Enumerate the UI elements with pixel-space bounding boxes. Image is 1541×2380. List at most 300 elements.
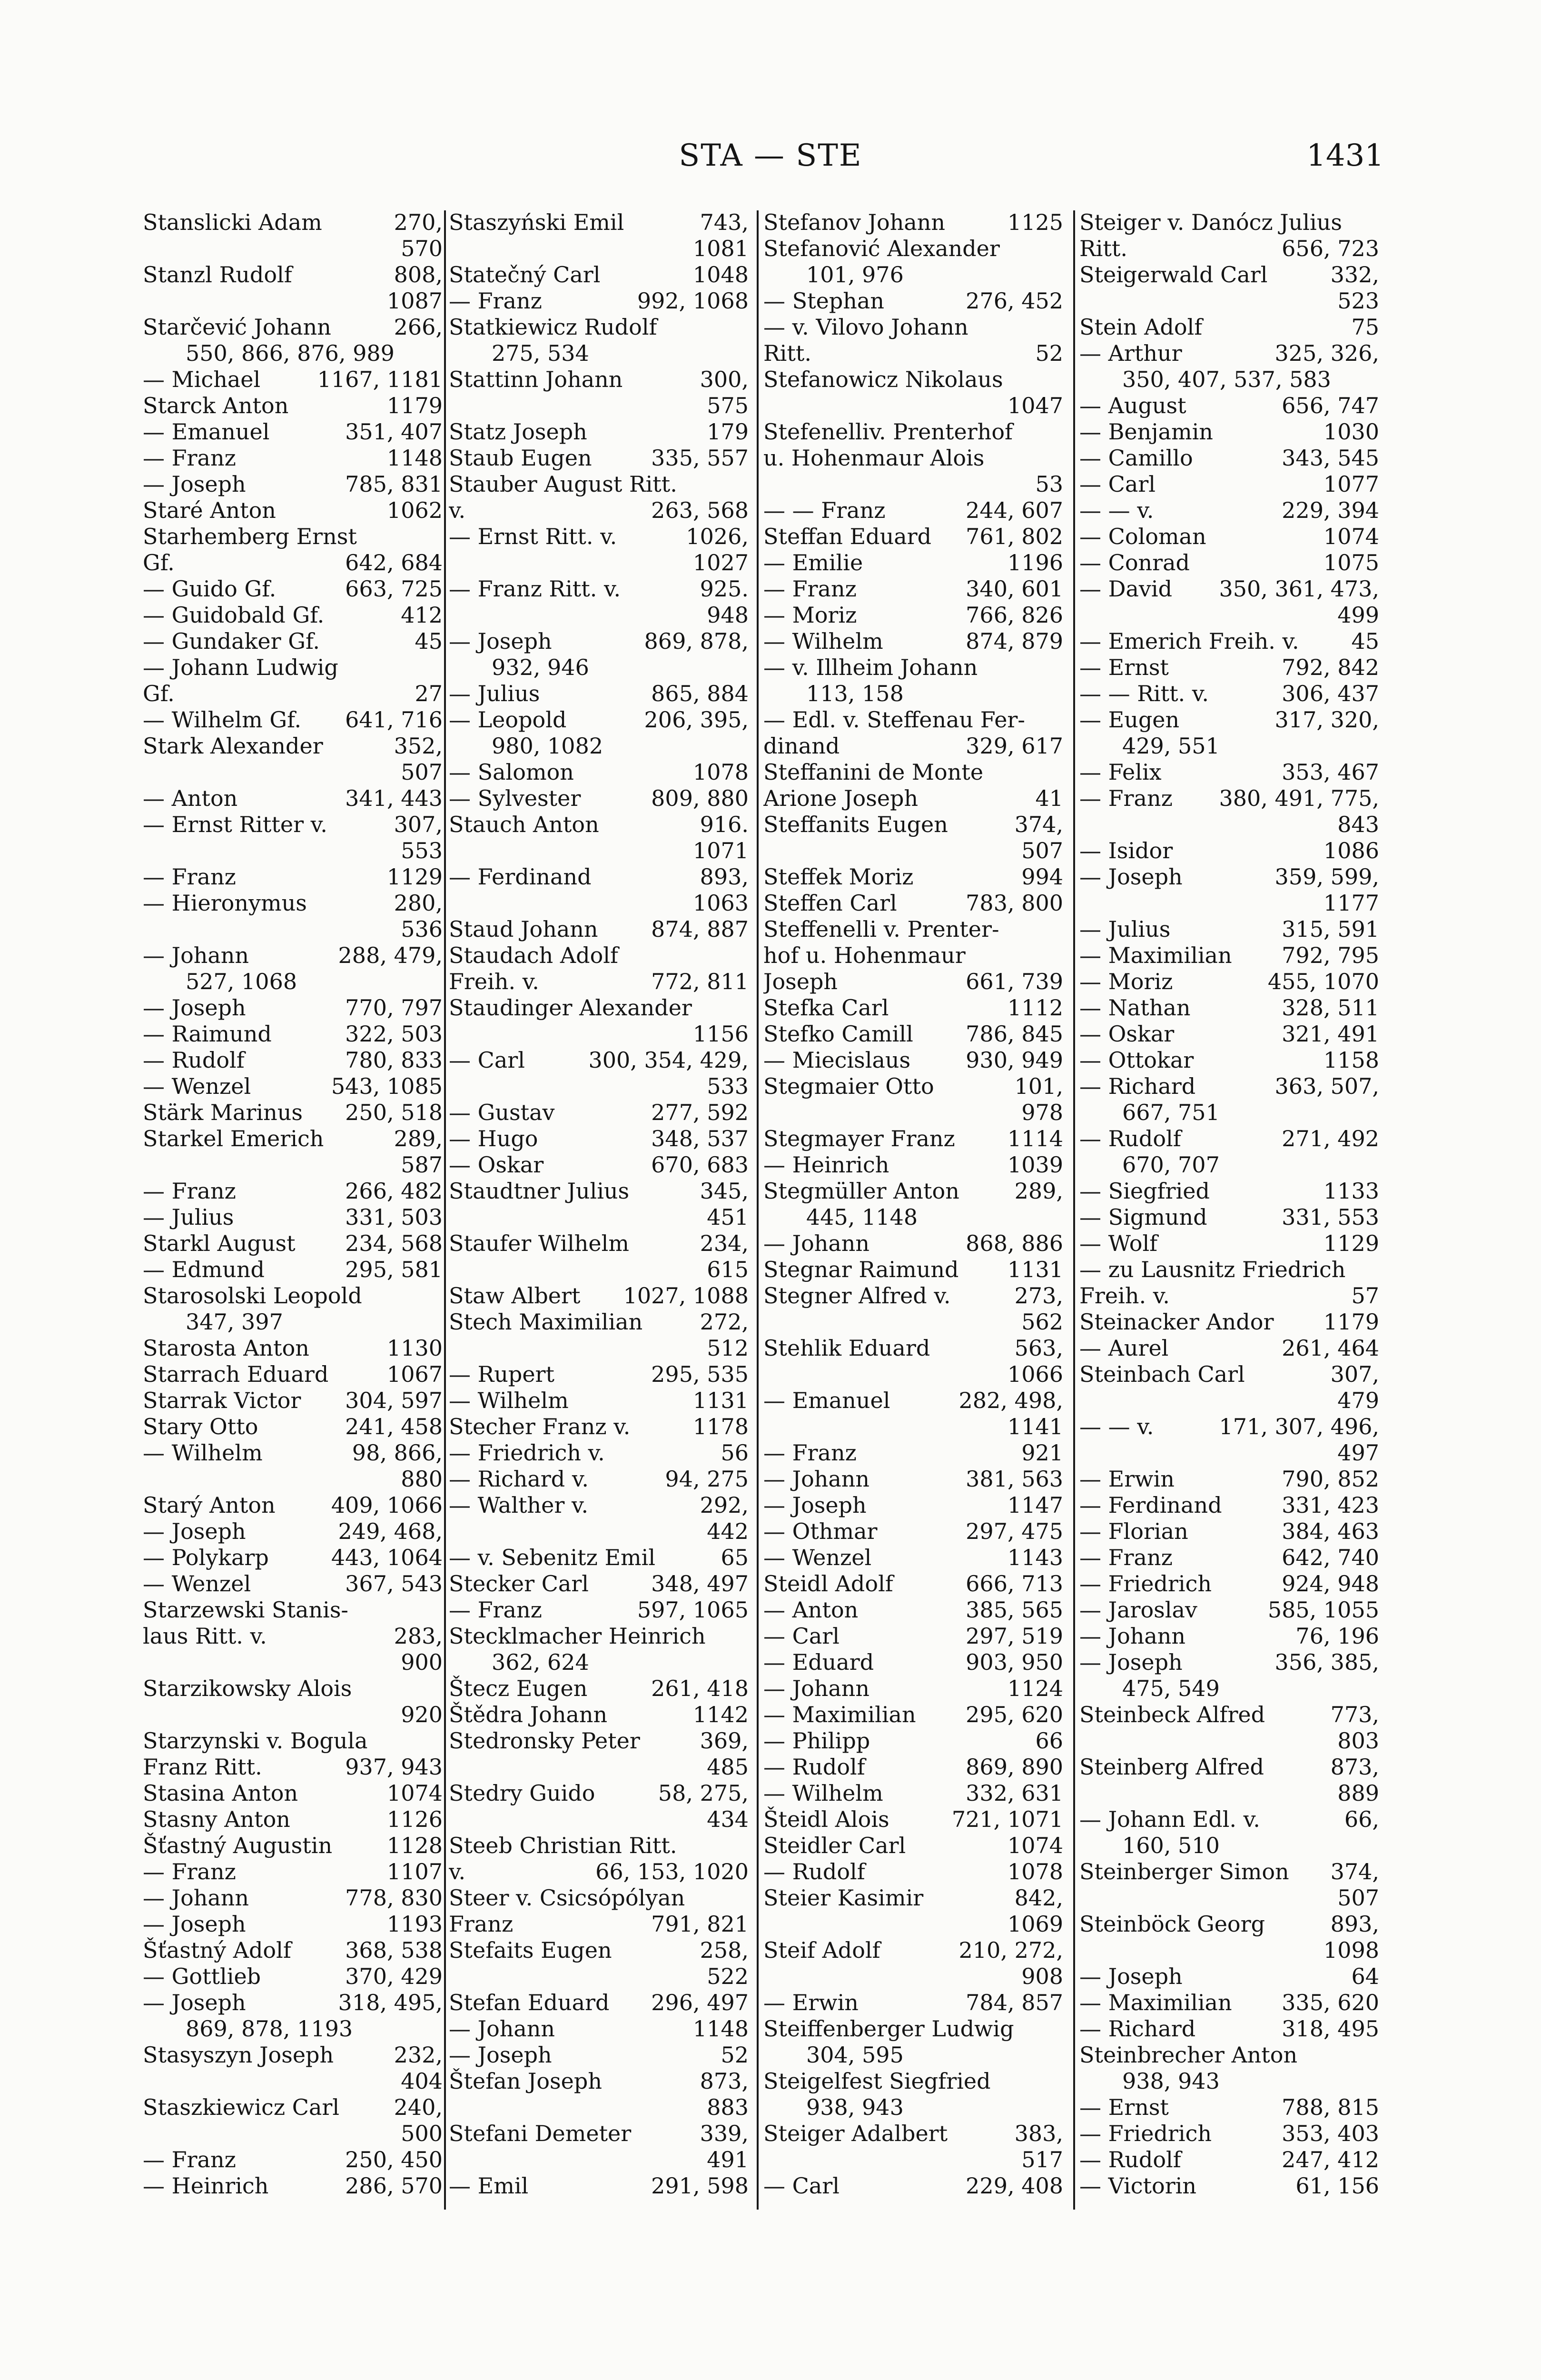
entry-pages: 76, 196 xyxy=(1295,1623,1379,1649)
index-entry xyxy=(1079,654,1379,681)
entry-pages: 597, 1065 xyxy=(637,1597,749,1623)
entry-pages: 307, xyxy=(394,812,443,837)
index-entry: 362, 624 xyxy=(492,1649,589,1675)
entry-pages: 332, 631 xyxy=(966,1780,1063,1806)
entry-name: Starosta Anton xyxy=(143,1335,309,1361)
entry-name: Šťastný Adolf xyxy=(143,1937,291,1963)
index-entry: 587 xyxy=(401,1152,443,1178)
entry-pages: 786, 845 xyxy=(966,1021,1063,1047)
index-entry: u. Hohenmaur Alois xyxy=(763,445,985,471)
index-entry xyxy=(449,1388,749,1414)
entry-pages: 585, 1055 xyxy=(1267,1597,1379,1623)
index-entry xyxy=(143,550,443,576)
entry-name: — Michael xyxy=(143,367,261,392)
index-entry: 938, 943 xyxy=(1122,2068,1220,2094)
index-entry: 527, 1068 xyxy=(186,969,297,994)
index-entry xyxy=(143,1388,443,1414)
entry-name: Steffek Moriz xyxy=(763,864,914,890)
entry-pages: 317, 320, xyxy=(1274,707,1379,733)
entry-name: Steidl Adolf xyxy=(763,1571,893,1597)
entry-name: Stecher Franz v. xyxy=(449,1414,631,1439)
entry-name: — Joseph xyxy=(449,2042,552,2068)
index-entry xyxy=(1079,1126,1379,1152)
entry-name: Steffanits Eugen xyxy=(763,812,948,837)
index-entry xyxy=(143,2147,443,2173)
entry-name: — Gustav xyxy=(449,1100,555,1125)
entry-pages: 778, 830 xyxy=(345,1885,443,1911)
index-entry xyxy=(1079,2173,1379,2199)
entry-pages: 240, xyxy=(394,2094,443,2120)
entry-name: — Emanuel xyxy=(763,1388,890,1413)
column-rule xyxy=(1073,210,1075,2210)
entry-pages: 45 xyxy=(415,628,443,654)
index-entry xyxy=(143,209,443,236)
entry-name: — Emilie xyxy=(763,550,863,575)
index-entry xyxy=(449,2173,749,2199)
index-entry: 507 xyxy=(401,759,443,785)
index-entry xyxy=(449,1466,749,1492)
index-entry: 1141 xyxy=(1007,1414,1063,1439)
index-entry xyxy=(449,524,749,550)
entry-name: — Ernst xyxy=(1079,2094,1169,2120)
entry-pages: 295, 620 xyxy=(966,1702,1063,1727)
entry-name: Staszkiewicz Carl xyxy=(143,2094,340,2120)
entry-pages: 363, 507, xyxy=(1274,1073,1379,1099)
entry-pages: 543, 1085 xyxy=(331,1073,443,1099)
index-entry xyxy=(763,1230,1063,1257)
index-entry xyxy=(1079,681,1379,707)
index-entry xyxy=(1079,1178,1379,1204)
index-entry xyxy=(449,1230,749,1257)
entry-pages: 343, 545 xyxy=(1282,445,1379,471)
index-entry xyxy=(763,340,1063,367)
entry-name: — Richard v. xyxy=(449,1466,589,1492)
index-entry xyxy=(143,890,443,916)
index-entry xyxy=(763,1152,1063,1178)
index-entry xyxy=(1079,314,1379,340)
index-entry: 869, 878, 1193 xyxy=(186,2016,353,2042)
entry-name: Stark Alexander xyxy=(143,733,323,759)
index-entry xyxy=(143,1178,443,1204)
entry-pages: 289, xyxy=(1014,1178,1063,1204)
entry-name: — Johann xyxy=(763,1466,870,1492)
index-entry xyxy=(1079,1806,1379,1833)
index-entry: Stefenelliv. Prenterhof xyxy=(763,419,1013,445)
entry-name: — Franz xyxy=(763,576,857,602)
entry-name: — Johann xyxy=(143,942,249,968)
index-entry xyxy=(1079,1649,1379,1676)
index-entry xyxy=(1079,1492,1379,1518)
entry-pages: 1048 xyxy=(692,262,749,288)
index-entry xyxy=(1079,2147,1379,2173)
column-2 xyxy=(449,209,749,2199)
entry-name: — Gottlieb xyxy=(143,1964,261,1989)
entry-pages: 1179 xyxy=(386,393,443,418)
index-entry: — zu Lausnitz Friedrich xyxy=(1079,1257,1346,1282)
index-entry: 900 xyxy=(401,1649,443,1675)
entry-pages: 350, 361, 473, xyxy=(1219,576,1379,602)
entry-name: Stasyszyn Joseph xyxy=(143,2042,334,2068)
entry-pages: 241, 458 xyxy=(345,1414,443,1439)
index-entry xyxy=(763,1833,1063,1859)
entry-name: — Joseph xyxy=(143,471,246,497)
entry-name: — — v. xyxy=(1079,1414,1154,1439)
entry-pages: 409, 1066 xyxy=(331,1492,443,1518)
index-entry xyxy=(143,471,443,497)
entry-pages: 383, xyxy=(1014,2121,1063,2146)
entry-pages: 289, xyxy=(394,1126,443,1151)
index-entry xyxy=(1079,707,1379,733)
entry-name: — Nathan xyxy=(1079,995,1191,1021)
entry-pages: 353, 467 xyxy=(1282,759,1379,785)
index-entry: Steffanini de Monte xyxy=(763,759,984,785)
entry-pages: 345, xyxy=(700,1178,749,1204)
entry-name: Stasina Anton xyxy=(143,1780,298,1806)
entry-name: — Victorin xyxy=(1079,2173,1197,2199)
entry-pages: 1077 xyxy=(1323,471,1379,497)
index-entry xyxy=(449,262,749,288)
entry-name: — Rudolf xyxy=(1079,1126,1181,1151)
index-entry: 451 xyxy=(707,1204,749,1230)
entry-name: — Philipp xyxy=(763,1728,870,1754)
index-entry xyxy=(1079,1911,1379,1937)
entry-pages: 249, 468, xyxy=(338,1518,443,1544)
index-entry: — v. Illheim Johann xyxy=(763,654,978,680)
entry-pages: 656, 723 xyxy=(1282,236,1379,261)
entry-pages: 930, 949 xyxy=(966,1047,1063,1073)
index-entry: Steiger v. Danócz Julius xyxy=(1079,209,1342,235)
entry-pages: 332, xyxy=(1330,262,1379,288)
entry-name: — Johann xyxy=(449,2016,555,2042)
entry-pages: 1074 xyxy=(386,1780,443,1806)
entry-name: — Anton xyxy=(143,785,238,811)
entry-pages: 1030 xyxy=(1323,419,1379,445)
entry-name: — Heinrich xyxy=(143,2173,269,2199)
index-entry xyxy=(143,1859,443,1885)
index-entry xyxy=(143,2042,443,2068)
entry-name: Statečný Carl xyxy=(449,262,601,288)
index-entry: 1081 xyxy=(692,236,749,261)
entry-pages: 52 xyxy=(1035,340,1063,366)
index-entry xyxy=(763,628,1063,654)
entry-pages: 916. xyxy=(700,812,749,837)
index-entry xyxy=(1079,445,1379,471)
entry-pages: 340, 601 xyxy=(966,576,1063,602)
entry-pages: 455, 1070 xyxy=(1267,969,1379,994)
index-entry xyxy=(143,445,443,471)
entry-name: — Johann xyxy=(143,1885,249,1911)
index-entry xyxy=(1079,1859,1379,1885)
entry-name: — Eugen xyxy=(1079,707,1180,733)
entry-pages: 663, 725 xyxy=(345,576,443,602)
entry-name: — Franz xyxy=(143,2147,236,2172)
entry-pages: 994 xyxy=(1021,864,1063,890)
index-entry: 908 xyxy=(1021,1964,1063,1989)
entry-pages: 356, 385, xyxy=(1274,1649,1379,1675)
entry-pages: 874, 887 xyxy=(651,916,749,942)
entry-name: — Miecislaus xyxy=(763,1047,911,1073)
index-entry xyxy=(1079,1702,1379,1728)
entry-pages: 331, 423 xyxy=(1282,1492,1379,1518)
entry-name: — Wolf xyxy=(1079,1230,1158,1256)
entry-name: — Anton xyxy=(763,1597,859,1623)
entry-name: Stefko Camill xyxy=(763,1021,913,1047)
index-entry: 491 xyxy=(707,2147,749,2172)
entry-pages: 280, xyxy=(394,890,443,916)
column-4 xyxy=(1079,209,1379,2199)
entry-name: — Ferdinand xyxy=(449,864,592,890)
entry-pages: 788, 815 xyxy=(1282,2094,1379,2120)
entry-name: Joseph xyxy=(763,969,838,994)
entry-name: Steier Kasimir xyxy=(763,1885,924,1911)
entry-name: Ritt. xyxy=(1079,236,1127,261)
entry-pages: 288, 479, xyxy=(338,942,443,968)
entry-name: — Maximilian xyxy=(1079,1990,1232,2015)
entry-name: Stauch Anton xyxy=(449,812,599,837)
entry-name: Stanslicki Adam xyxy=(143,209,322,235)
index-entry xyxy=(143,1257,443,1283)
entry-name: — Polykarp xyxy=(143,1545,269,1570)
entry-pages: 893, xyxy=(1330,1911,1379,1937)
index-entry xyxy=(143,1937,443,1964)
index-entry: Stecklmacher Heinrich xyxy=(449,1623,706,1649)
index-entry: 948 xyxy=(707,602,749,628)
entry-pages: 1167, 1181 xyxy=(317,367,443,392)
entry-name: Starrach Eduard xyxy=(143,1361,329,1387)
index-entry xyxy=(1079,393,1379,419)
entry-name: — Rudolf xyxy=(763,1754,865,1780)
entry-pages: 641, 716 xyxy=(345,707,443,733)
entry-name: Stary Otto xyxy=(143,1414,258,1439)
index-entry: 562 xyxy=(1021,1309,1063,1335)
index-entry xyxy=(763,1257,1063,1283)
entry-name: — Ferdinand xyxy=(1079,1492,1222,1518)
index-entry: 803 xyxy=(1337,1728,1379,1754)
entry-name: — Friedrich v. xyxy=(449,1440,605,1466)
index-entry: 553 xyxy=(401,838,443,863)
entry-name: — Guidobald Gf. xyxy=(143,602,325,628)
entry-name: Stedronsky Peter xyxy=(449,1728,640,1754)
entry-name: Štědra Johann xyxy=(449,1702,608,1727)
entry-name: Gf. xyxy=(143,681,175,706)
index-entry xyxy=(449,707,749,733)
entry-pages: 368, 538 xyxy=(345,1937,443,1963)
index-entry xyxy=(1079,1754,1379,1780)
entry-pages: 229, 408 xyxy=(966,2173,1063,2199)
entry-pages: 58, 275, xyxy=(658,1780,749,1806)
index-entry: 1177 xyxy=(1323,890,1379,916)
index-entry: 1063 xyxy=(692,890,749,916)
entry-pages: 331, 553 xyxy=(1282,1204,1379,1230)
index-entry: 497 xyxy=(1337,1440,1379,1466)
index-entry: 347, 397 xyxy=(186,1309,283,1335)
index-entry: 932, 946 xyxy=(492,654,589,680)
index-entry xyxy=(763,1283,1063,1309)
index-entry: Stauber August Ritt. xyxy=(449,471,677,497)
index-entry xyxy=(763,864,1063,890)
entry-name: — Eduard xyxy=(763,1649,874,1675)
entry-name: — Sigmund xyxy=(1079,1204,1207,1230)
entry-name: — Emanuel xyxy=(143,419,270,445)
index-entry: 1066 xyxy=(1007,1361,1063,1387)
index-entry xyxy=(1079,471,1379,497)
entry-pages: 1129 xyxy=(386,864,443,890)
entry-name: — Isidor xyxy=(1079,838,1173,863)
entry-pages: 384, 463 xyxy=(1282,1518,1379,1544)
entry-name: Steinberger Simon xyxy=(1079,1859,1289,1884)
entry-name: — Wenzel xyxy=(143,1571,251,1597)
entry-pages: 75 xyxy=(1351,314,1379,340)
entry-name: — Franz xyxy=(143,445,236,471)
index-entry xyxy=(449,785,749,812)
entry-name: Statz Joseph xyxy=(449,419,587,445)
index-entry: 101, 976 xyxy=(806,262,904,288)
entry-pages: 335, 557 xyxy=(651,445,749,471)
entry-pages: 937, 943 xyxy=(345,1754,443,1780)
entry-pages: 61, 156 xyxy=(1295,2173,1379,2199)
entry-pages: 250, 518 xyxy=(345,1100,443,1125)
entry-pages: 808, xyxy=(394,262,443,288)
entry-name: — v. Sebenitz Emil xyxy=(449,1545,656,1570)
entry-pages: 291, 598 xyxy=(651,2173,749,2199)
entry-name: — Moriz xyxy=(763,602,857,628)
index-entry xyxy=(143,1911,443,1937)
entry-name: dinand xyxy=(763,733,840,759)
entry-pages: 784, 857 xyxy=(966,1990,1063,2015)
index-entry xyxy=(1079,995,1379,1021)
entry-pages: 809, 880 xyxy=(651,785,749,811)
index-entry xyxy=(763,1702,1063,1728)
index-entry xyxy=(763,1073,1063,1100)
entry-pages: 101, xyxy=(1014,1073,1063,1099)
index-entry xyxy=(449,1990,749,2016)
entry-name: Starkel Emerich xyxy=(143,1126,324,1151)
index-entry xyxy=(763,785,1063,812)
index-entry: 670, 707 xyxy=(1122,1152,1220,1178)
index-entry xyxy=(143,393,443,419)
entry-name: — Wilhelm xyxy=(763,1780,883,1806)
index-entry xyxy=(1079,1545,1379,1571)
index-entry xyxy=(763,1518,1063,1545)
entry-pages: 1086 xyxy=(1323,838,1379,863)
index-entry xyxy=(1079,1073,1379,1100)
entry-pages: 666, 713 xyxy=(966,1571,1063,1597)
entry-pages: 1158 xyxy=(1323,1047,1379,1073)
index-entry xyxy=(763,969,1063,995)
entry-pages: 661, 739 xyxy=(966,969,1063,994)
index-entry xyxy=(763,1335,1063,1361)
index-entry: 667, 751 xyxy=(1122,1100,1220,1125)
entry-pages: 307, xyxy=(1330,1361,1379,1387)
index-entry xyxy=(449,812,749,838)
entry-name: — Julius xyxy=(1079,916,1171,942)
index-entry xyxy=(143,1545,443,1571)
entry-name: Stefka Carl xyxy=(763,995,889,1021)
entry-name: — Joseph xyxy=(143,1990,246,2015)
entry-pages: 232, xyxy=(394,2042,443,2068)
index-entry: 404 xyxy=(401,2068,443,2094)
index-entry: Starosolski Leopold xyxy=(143,1283,362,1309)
index-entry: Steinbrecher Anton xyxy=(1079,2042,1298,2068)
entry-pages: 282, 498, xyxy=(958,1388,1063,1413)
index-entry xyxy=(449,2016,749,2042)
entry-pages: 66 xyxy=(1035,1728,1063,1754)
entry-name: laus Ritt. v. xyxy=(143,1623,267,1649)
entry-pages: 1148 xyxy=(692,2016,749,2042)
index-entry xyxy=(449,1414,749,1440)
entry-name: Steiger Adalbert xyxy=(763,2121,948,2146)
index-entry xyxy=(143,1754,443,1780)
index-entry xyxy=(763,1937,1063,1964)
entry-name: — Maximilian xyxy=(1079,942,1232,968)
entry-name: — — v. xyxy=(1079,497,1154,523)
entry-name: — Salomon xyxy=(449,759,574,785)
entry-pages: 27 xyxy=(415,681,443,706)
index-entry xyxy=(449,1047,749,1073)
entry-pages: 1124 xyxy=(1007,1676,1063,1701)
index-entry xyxy=(143,1492,443,1518)
entry-name: — Hieronymus xyxy=(143,890,307,916)
entry-name: Stärk Marinus xyxy=(143,1100,303,1125)
entry-name: — Carl xyxy=(763,1623,840,1649)
index-entry xyxy=(143,1440,443,1466)
entry-name: Steinböck Georg xyxy=(1079,1911,1265,1937)
entry-pages: 171, 307, 496, xyxy=(1219,1414,1379,1439)
entry-name: — Franz xyxy=(1079,785,1173,811)
index-entry xyxy=(1079,550,1379,576)
entry-pages: 924, 948 xyxy=(1282,1571,1379,1597)
entry-name: — Leopold xyxy=(449,707,567,733)
entry-pages: 443, 1064 xyxy=(331,1545,443,1570)
index-entry: 978 xyxy=(1021,1100,1063,1125)
entry-name: — Florian xyxy=(1079,1518,1188,1544)
entry-name: — Richard xyxy=(1079,1073,1196,1099)
entry-pages: 353, 403 xyxy=(1282,2121,1379,2146)
entry-pages: 792, 795 xyxy=(1282,942,1379,968)
index-entry: 920 xyxy=(401,1702,443,1727)
index-entry: Staudach Adolf xyxy=(449,942,619,968)
index-entry: 53 xyxy=(1035,471,1063,497)
index-entry xyxy=(1079,838,1379,864)
entry-pages: 271, 492 xyxy=(1282,1126,1379,1151)
entry-pages: 296, 497 xyxy=(651,1990,749,2015)
index-entry: — v. Vilovo Johann xyxy=(763,314,968,340)
entry-name: — Carl xyxy=(449,1047,525,1073)
entry-pages: 41 xyxy=(1035,785,1063,811)
entry-name: — Wilhelm xyxy=(143,1440,263,1466)
index-entry xyxy=(763,497,1063,524)
index-entry: 938, 943 xyxy=(806,2094,904,2120)
entry-pages: 52 xyxy=(721,2042,749,2068)
index-entry xyxy=(143,1047,443,1073)
entry-pages: 1027, 1088 xyxy=(623,1283,749,1309)
entry-pages: 66, xyxy=(1344,1806,1379,1832)
index-entry xyxy=(143,864,443,890)
index-entry xyxy=(143,707,443,733)
entry-name: — Erwin xyxy=(1079,1466,1175,1492)
index-entry: 512 xyxy=(707,1335,749,1361)
entry-name: Stegnar Raimund xyxy=(763,1257,959,1282)
entry-pages: 244, 607 xyxy=(966,497,1063,523)
index-entry xyxy=(449,1283,749,1309)
index-entry: 883 xyxy=(707,2094,749,2120)
index-entry xyxy=(763,576,1063,602)
index-entry xyxy=(763,1885,1063,1911)
entry-pages: 868, 886 xyxy=(966,1230,1063,1256)
index-entry xyxy=(1079,1230,1379,1257)
entry-name: — — Franz xyxy=(763,497,886,523)
index-entry xyxy=(449,759,749,785)
